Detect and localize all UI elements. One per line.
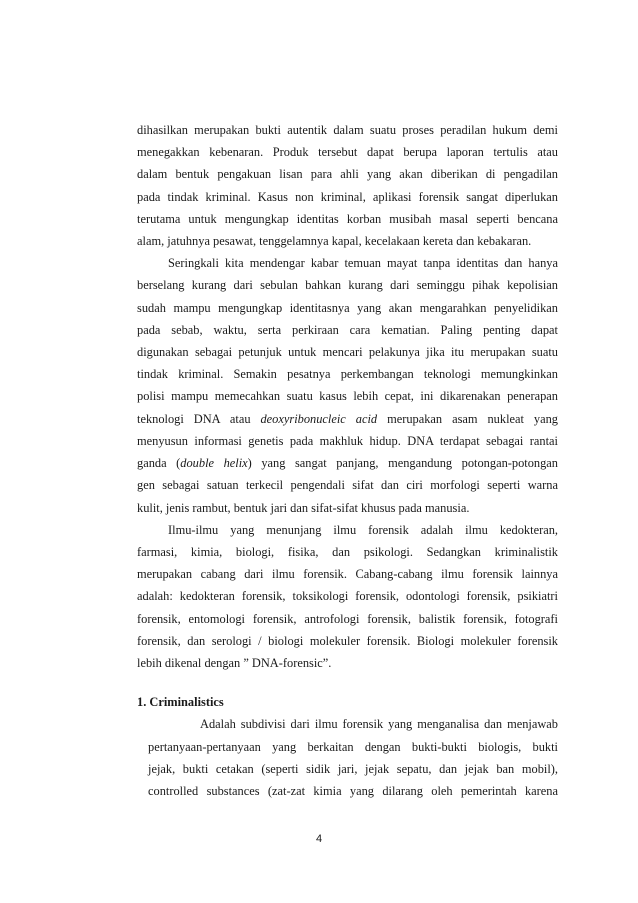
paragraph-line: dalam bentuk pengakuan lisan para ahli yang akan diberikan di pengadilan xyxy=(137,167,558,182)
paragraph-line: Seringkali kita mendengar kabar temuan mayat tanpa identitas dan hanya xyxy=(168,256,558,271)
paragraph-line: menegakkan kebenaran. Produk tersebut dapat berupa laporan tertulis atau xyxy=(137,145,558,160)
paragraph-line: forensik, dan serologi / biologi molekuler forensik. Biologi molekuler forensik xyxy=(137,633,558,648)
paragraph-line: kulit, jenis rambut, bentuk jari dan sifat-sifat khusus pada manusia. xyxy=(137,500,470,515)
paragraph-line: forensik, entomologi forensik, antrofologi forensik, balistik forensik, fotografi xyxy=(137,611,558,626)
paragraph-line: ganda (double helix) yang sangat panjang, mengandung potongan-potongan xyxy=(137,456,558,471)
paragraph-line: digunakan sebagai petunjuk untuk mencari pelakunya jika itu merupakan suatu xyxy=(137,345,558,359)
section-line: Adalah subdivisi dari ilmu forensik yang menganalisa dan menjawab xyxy=(200,717,558,732)
paragraph-line: tindak kriminal. Semakin pesatnya perkembangan teknologi memungkinkan xyxy=(137,367,558,382)
section-line: jejak, bukti cetakan (seperti sidik jari, jejak sepatu, dan jejak ban mobil), xyxy=(148,761,558,776)
section-line: pertanyaan-pertanyaan yang berkaitan dengan bukti-bukti biologis, bukti xyxy=(148,739,558,754)
paragraph-line: menyusun informasi genetis pada makhluk hidup. DNA terdapat sebagai rantai xyxy=(137,433,558,448)
paragraph-line: merupakan cabang dari ilmu forensik. Cabang-cabang ilmu forensik lainnya xyxy=(137,567,558,582)
section-heading: 1. Criminalistics xyxy=(137,695,224,710)
paragraph-line: teknologi DNA atau deoxyribonucleic acid merupakan asam nukleat yang xyxy=(137,411,559,426)
paragraph-line: sudah mampu mengungkap identitasnya yang akan mengarahkan penyelidikan xyxy=(137,300,558,315)
italic-term: double helix xyxy=(180,456,248,471)
paragraph-line: berselang kurang dari sebulan bahkan kurang dari seminggu pihak kepolisian xyxy=(137,278,558,293)
paragraph-line: gen sebagai satuan terkecil pengendali sifat dan ciri morfologi seperti warna xyxy=(137,478,558,493)
section-line: controlled substances (zat-zat kimia yang dilarang oleh pemerintah karena xyxy=(148,784,558,798)
paragraph-line: pada tindak kriminal. Kasus non kriminal, aplikasi forensik sangat diperlukan xyxy=(137,189,558,204)
paragraph-line: adalah: kedokteran forensik, toksikologi forensik, odontologi forensik, psikiatri xyxy=(137,589,558,604)
paragraph-line: lebih dikenal dengan ” DNA-forensic”. xyxy=(137,655,332,670)
paragraph-line: dihasilkan merupakan bukti autentik dalam suatu proses peradilan hukum demi xyxy=(137,123,558,137)
paragraph-line: alam, jatuhnya pesawat, tenggelamnya kapal, kecelakaan kereta dan kebakaran. xyxy=(137,234,532,248)
paragraph-line: pada sebab, waktu, serta perkiraan cara kematian. Paling penting dapat xyxy=(137,322,558,337)
paragraph-line: farmasi, kimia, biologi, fisika, dan psikologi. Sedangkan kriminalistik xyxy=(137,544,558,559)
paragraph-line: terutama untuk mengungkap identitas korban musibah masal seperti bencana xyxy=(137,211,558,226)
paragraph-line: polisi mampu memecahkan suatu kasus lebih cepat, ini dikarenakan penerapan xyxy=(137,389,558,404)
paragraph-line: Ilmu-ilmu yang menunjang ilmu forensik adalah ilmu kedokteran, xyxy=(168,522,558,537)
italic-term: deoxyribonucleic acid xyxy=(260,411,378,426)
page-number: 4 xyxy=(315,833,323,845)
